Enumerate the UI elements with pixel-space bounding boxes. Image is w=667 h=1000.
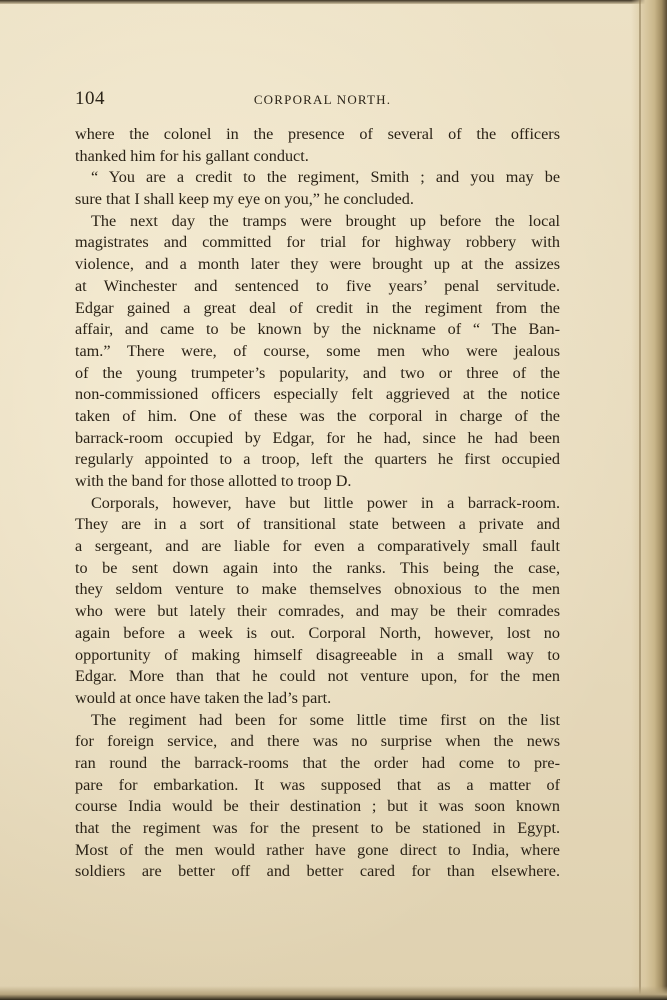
text-line: pare for embarkation. It was supposed that as a matter of xyxy=(75,775,560,794)
text-line: course India would be their destination ; but it was soon known xyxy=(75,797,560,816)
text-line: again before a week is out. Corporal North, however, lost no xyxy=(75,623,560,642)
page-right-edge xyxy=(631,0,667,1000)
page-top-edge xyxy=(0,0,667,4)
text-line: magistrates and committed for trial for highway robbery with xyxy=(75,233,560,252)
text-line: soldiers are better off and better cared for than elsewhere. xyxy=(75,862,560,881)
text-line: taken of him. One of these was the corporal in charge of the xyxy=(75,406,560,425)
text-line: where the colonel in the presence of several of the officers xyxy=(75,125,560,143)
text-line: at Winchester and sentenced to five years’ penal servitude. xyxy=(75,276,560,295)
text-line: a sergeant, and are liable for even a comparatively small fault xyxy=(75,537,560,556)
page-header xyxy=(75,88,560,112)
text-line: who were but lately their comrades, and may be their comrades xyxy=(75,602,560,621)
text-line: Most of the men would rather have gone direct to India, where xyxy=(75,840,560,859)
text-line: thanked him for his gallant conduct. xyxy=(75,146,309,165)
text-line: The regiment had been for some little time first on the list xyxy=(91,710,560,729)
text-line: to be sent down again into the ranks. This being the case, xyxy=(75,558,560,577)
text-line: ran round the barrack-rooms that the order had come to pre- xyxy=(75,753,560,772)
text-line: tam.” There were, of course, some men who were jealous xyxy=(75,341,560,360)
text-line: they seldom venture to make themselves obnoxious to the men xyxy=(75,580,560,599)
text-line: sure that I shall keep my eye on you,” he concluded. xyxy=(75,190,414,209)
body-text xyxy=(75,124,560,883)
running-head: CORPORAL NORTH. xyxy=(253,92,392,107)
text-line: with the band for those allotted to troop D. xyxy=(75,472,352,490)
text-line: would at once have taken the lad’s part. xyxy=(75,688,332,707)
text-line: Edgar gained a great deal of credit in the regiment from the xyxy=(75,298,560,317)
text-line: of the young trumpeter’s popularity, and two or three of the xyxy=(75,363,560,382)
binding-shadow-line xyxy=(639,0,641,1000)
text-line: violence, and a month later they were brought up at the assizes xyxy=(75,255,560,274)
text-line: affair, and came to be known by the nickname of “ The Ban- xyxy=(75,320,560,339)
text-line: The next day the tramps were brought up before the local xyxy=(91,211,560,230)
text-line: non-commissioned officers especially felt aggrieved at the notice xyxy=(75,385,560,404)
page-bottom-edge xyxy=(0,986,667,1000)
text-line: “ You are a credit to the regiment, Smith ; and you may be xyxy=(91,168,560,187)
page-number: 104 xyxy=(75,88,105,109)
text-line: opportunity of making himself disagreeable in a small way to xyxy=(75,645,560,664)
text-line: that the regiment was for the present to be stationed in Egypt. xyxy=(75,819,560,837)
text-line: Corporals, however, have but little power in a barrack-room. xyxy=(91,493,560,512)
text-line: regularly appointed to a troop, left the quarters he first occupied xyxy=(75,450,560,469)
text-line: They are in a sort of transitional state between a private and xyxy=(75,515,560,534)
text-line: barrack-room occupied by Edgar, for he had, since he had been xyxy=(75,428,560,447)
text-line: Edgar. More than that he could not venture upon, for the men xyxy=(75,667,560,686)
text-line: for foreign service, and there was no surprise when the news xyxy=(75,732,560,751)
